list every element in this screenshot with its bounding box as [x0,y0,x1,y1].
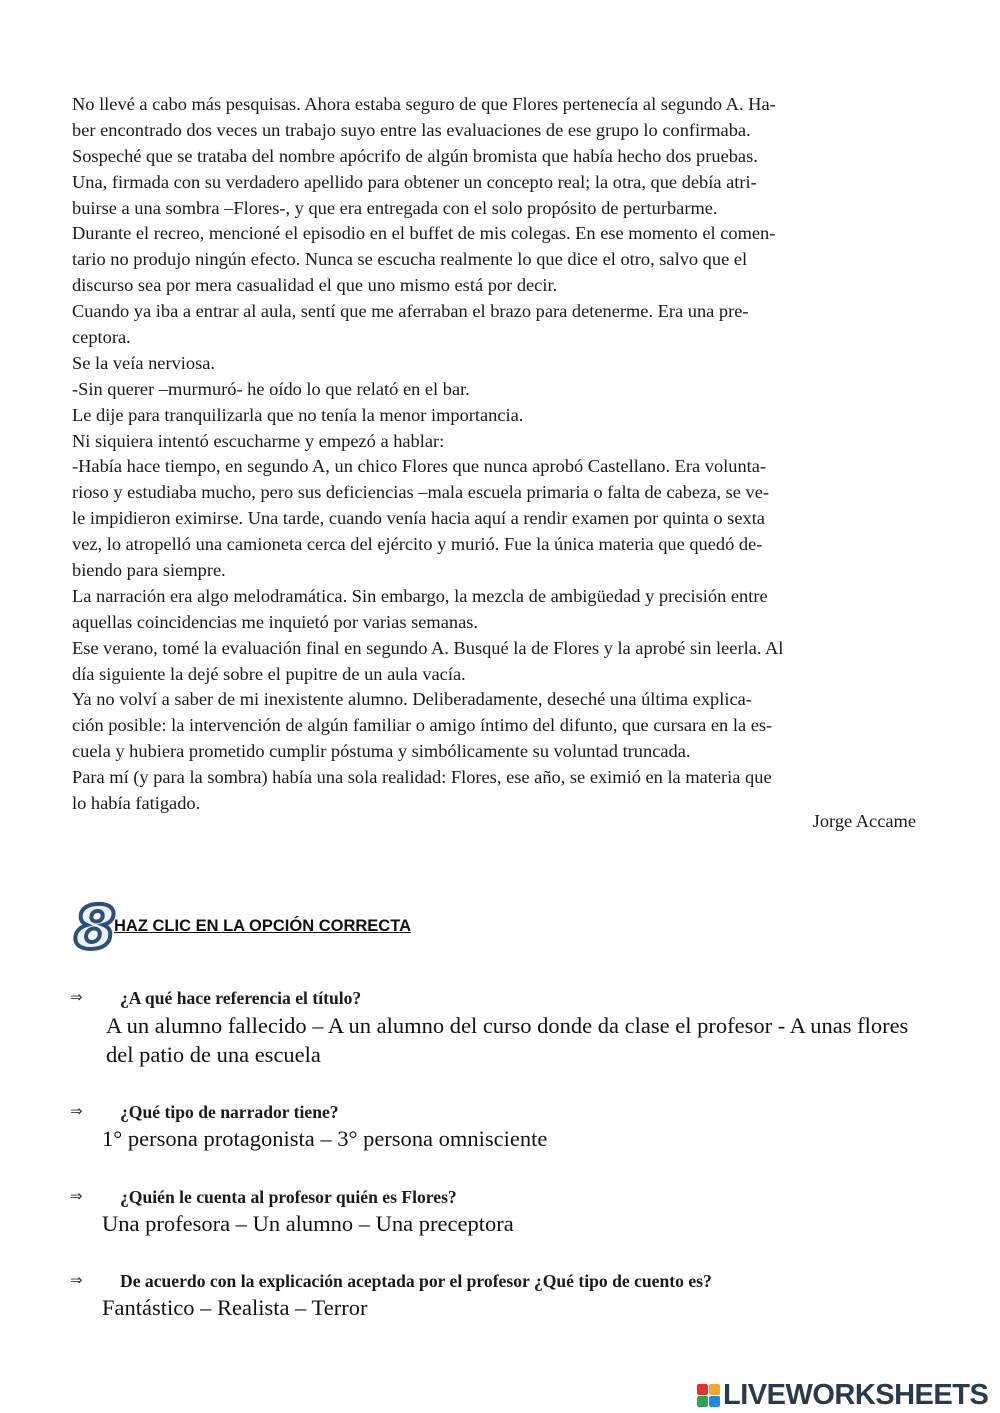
author-signature: Jorge Accame [812,811,916,831]
logo-square-red [697,1384,708,1395]
section-title: HAZ CLIC EN LA OPCIÓN CORRECTA [114,917,411,935]
question-prompt: ¿Quién le cuenta al profesor quién es Flores? [120,1187,457,1207]
story-line: Para mí (y para la sombra) había una sola realidad: Flores, ese año, se eximió en la materia que [72,767,772,788]
answer-options[interactable]: Una profesora – Un alumno – Una preceptora [102,1211,514,1236]
question-prompt: De acuerdo con la explicación aceptada por el profesor ¿Qué tipo de cuento es? [120,1271,712,1291]
answer-options-text[interactable]: A un alumno fallecido – A un alumno del curso donde da clase el profesor - A unas flores del patio de una escuela [106,1013,909,1067]
story-line: No llevé a cabo más pesquisas. Ahora estaba seguro de que Flores pertenecía al segundo A. Ha- [72,94,776,114]
logo-square-blue [709,1396,720,1407]
arrow-right-icon: ⇒ [70,1187,83,1205]
answer-options[interactable] [106,1011,926,1069]
story-line: Durante el recreo, mencioné el episodio en el buffet de mis colegas. En ese momento el comen- [72,223,776,244]
story-line: La narración era algo melodramática. Sin embargo, la mezcla de ambigüedad y precisión entre [72,585,768,606]
story-line: día siguiente la dejé sobre el pupitre de un aula vacía. [72,663,466,684]
story-line: Se la veía nerviosa. [72,352,215,373]
arrow-right-icon: ⇒ [70,988,83,1006]
story-line: cuela y hubiera prometido cumplir póstuma y simbólicamente su voluntad truncada. [72,741,691,762]
story-line: Cuando ya iba a entrar al aula, sentí que me aferraban el brazo para detenerme. Era una pre- [72,301,749,322]
story-line: lo había fatigado. [72,793,201,814]
story-line: rioso y estudiaba mucho, pero sus deficiencias –mala escuela primaria o falta de cabeza, se ve- [72,482,770,503]
answer-options[interactable]: 1° persona protagonista – 3° persona omnisciente [102,1126,548,1151]
story-line: -Sin querer –murmuró- he oído lo que relató en el bar. [72,378,470,399]
answer-options[interactable]: Fantástico – Realista – Terror [102,1295,368,1320]
story-line: ción posible: la intervención de algún familiar o amigo íntimo del difunto, que cursara en la es- [72,715,773,736]
story-line: biendo para siempre. [72,560,226,581]
story-line: Ya no volví a saber de mi inexistente alumno. Deliberadamente, deseché una última explica- [72,689,752,710]
logo-square-orange [709,1384,720,1395]
story-line: Ese verano, tomé la evaluación final en segundo A. Busqué la de Flores y la aprobé sin leerla. Al [72,637,784,658]
story-text [72,92,920,817]
story-line: Una, firmada con su verdadero apellido para obtener un concepto real; la otra, que debía atri- [72,171,757,192]
story-line: buirse a una sombra –Flores-, y que era entregada con el solo propósito de perturbarme. [72,197,718,218]
story-line: Le dije para tranquilizarla que no tenía la menor importancia. [72,404,524,425]
story-line: Ni siquiera intentó escucharme y empezó a hablar: [72,430,445,451]
liveworksheets-logo-icon [697,1384,720,1407]
story-line: ceptora. [72,327,131,348]
story-line: aquellas coincidencias me inquietó por varias semanas. [72,611,478,632]
story-line: vez, lo atropelló una camioneta cerca del ejército y murió. Fue la única materia que quedó de- [72,534,763,555]
question-prompt: ¿A qué hace referencia el título? [120,988,362,1008]
story-line: tario no produjo ningún efecto. Nunca se escucha realmente lo que dice el otro, salvo que el [72,249,748,270]
story-line: Sospeché que se trataba del nombre apócrifo de algún bromista que había hecho dos pruebas. [72,145,758,166]
arrow-right-icon: ⇒ [70,1271,83,1289]
question-prompt: ¿Qué tipo de narrador tiene? [120,1102,339,1122]
story-line: le impidieron eximirse. Una tarde, cuando venía hacia aquí a rendir examen por quinta o sexta [72,508,765,529]
brand-name: LIVEWORKSHEETS [723,1378,989,1411]
section-number-badge: 8 [74,893,116,963]
liveworksheets-logo [697,1378,988,1412]
story-line: discurso sea por mera casualidad el que uno mismo está por decir. [72,275,558,296]
logo-square-green [697,1396,708,1407]
story-line: ber encontrado dos veces un trabajo suyo entre las evaluaciones de ese grupo lo confirmaba. [72,119,751,140]
story-line: -Había hace tiempo, en segundo A, un chico Flores que nunca aprobó Castellano. Era volunta- [72,456,767,477]
arrow-right-icon: ⇒ [70,1102,83,1120]
